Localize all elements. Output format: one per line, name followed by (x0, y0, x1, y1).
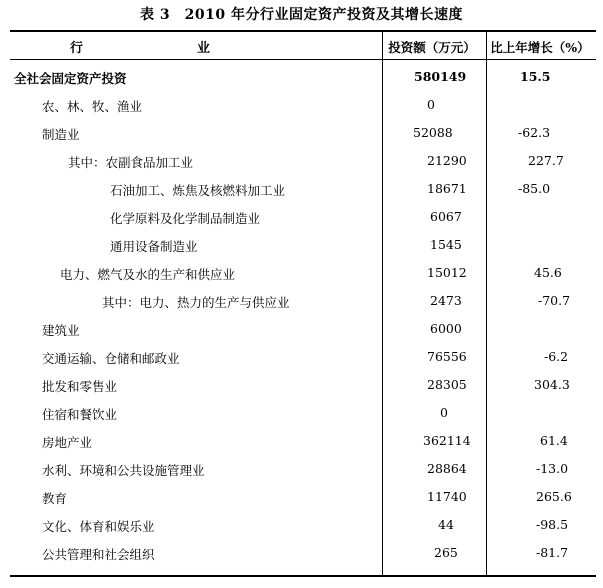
row-industry: 电力、燃气及水的生产和供应业 (60, 267, 236, 282)
row-growth: -70.7 (538, 293, 571, 308)
row-industry: 农、林、牧、渔业 (42, 99, 143, 114)
row-investment: 2473 (430, 293, 462, 308)
table-row (10, 230, 596, 258)
table-row (10, 482, 596, 510)
row-investment: 52088 (413, 125, 453, 140)
row-industry: 化学原料及化学制品制造业 (110, 211, 261, 226)
row-investment: 76556 (427, 349, 467, 364)
row-growth: -13.0 (536, 461, 569, 476)
table-row (10, 174, 596, 202)
row-growth: -62.3 (518, 125, 551, 140)
table-row (10, 538, 596, 566)
row-industry: 通用设备制造业 (110, 239, 198, 254)
row-investment: 362114 (423, 433, 471, 448)
table-row (10, 510, 596, 538)
row-industry: 其中：电力、热力的生产与供应业 (102, 295, 290, 310)
table-row (10, 370, 596, 398)
table-row (10, 62, 596, 90)
bottom-rule (10, 575, 596, 577)
row-industry: 公共管理和社会组织 (42, 547, 155, 562)
row-investment: 0 (440, 405, 448, 420)
table-row (10, 426, 596, 454)
header-investment: 投资额（万元） (388, 40, 476, 55)
row-industry: 制造业 (42, 127, 80, 142)
table-row (10, 146, 596, 174)
row-investment: 21290 (427, 153, 467, 168)
row-industry: 批发和零售业 (42, 379, 118, 394)
row-investment: 1545 (430, 237, 462, 252)
row-investment: 18671 (427, 181, 467, 196)
row-investment: 6000 (430, 321, 462, 336)
row-industry: 房地产业 (42, 435, 93, 450)
row-growth: 61.4 (540, 433, 568, 448)
row-industry: 石油加工、炼焦及核燃料加工业 (110, 183, 286, 198)
row-growth: -85.0 (518, 181, 551, 196)
row-investment: 28864 (427, 461, 467, 476)
row-investment: 28305 (427, 377, 467, 392)
row-growth: 227.7 (528, 153, 564, 168)
row-industry: 全社会固定资产投资 (14, 71, 127, 86)
row-industry: 住宿和餐饮业 (42, 407, 118, 422)
table-row (10, 90, 596, 118)
row-industry: 文化、体育和娱乐业 (42, 519, 155, 534)
row-investment: 6067 (430, 209, 462, 224)
table-row (10, 258, 596, 286)
row-growth: 45.6 (534, 265, 562, 280)
header-industry-char2: 业 (197, 41, 211, 56)
row-growth: -6.2 (544, 349, 569, 364)
row-investment: 265 (434, 545, 458, 560)
row-growth: 15.5 (520, 69, 551, 84)
row-growth: -81.7 (536, 545, 569, 560)
table-row (10, 202, 596, 230)
row-investment: 580149 (414, 69, 467, 84)
row-investment: 0 (427, 97, 435, 112)
row-industry: 交通运输、仓储和邮政业 (42, 351, 180, 366)
investment-table (10, 30, 596, 576)
row-investment: 44 (438, 517, 454, 532)
table-row (10, 342, 596, 370)
table-row (10, 314, 596, 342)
header-growth: 比上年增长（%） (490, 40, 590, 55)
table-title: 表 3 2010 年分行业固定资产投资及其增长速度 (140, 7, 463, 23)
header-rule (10, 59, 596, 60)
row-growth: 304.3 (534, 377, 570, 392)
row-growth: 265.6 (536, 489, 572, 504)
row-industry: 教育 (42, 491, 68, 506)
row-growth: -98.5 (536, 517, 569, 532)
header-industry-char1: 行 (70, 41, 84, 56)
row-investment: 11740 (427, 489, 467, 504)
table-row (10, 286, 596, 314)
table-row (10, 454, 596, 482)
row-industry: 其中：农副食品加工业 (68, 155, 194, 170)
row-industry: 水利、环境和公共设施管理业 (42, 463, 205, 478)
row-investment: 15012 (427, 265, 467, 280)
row-industry: 建筑业 (42, 323, 80, 338)
table-header (10, 32, 596, 58)
header-industry (70, 37, 370, 56)
table-row (10, 118, 596, 146)
table-row (10, 398, 596, 426)
